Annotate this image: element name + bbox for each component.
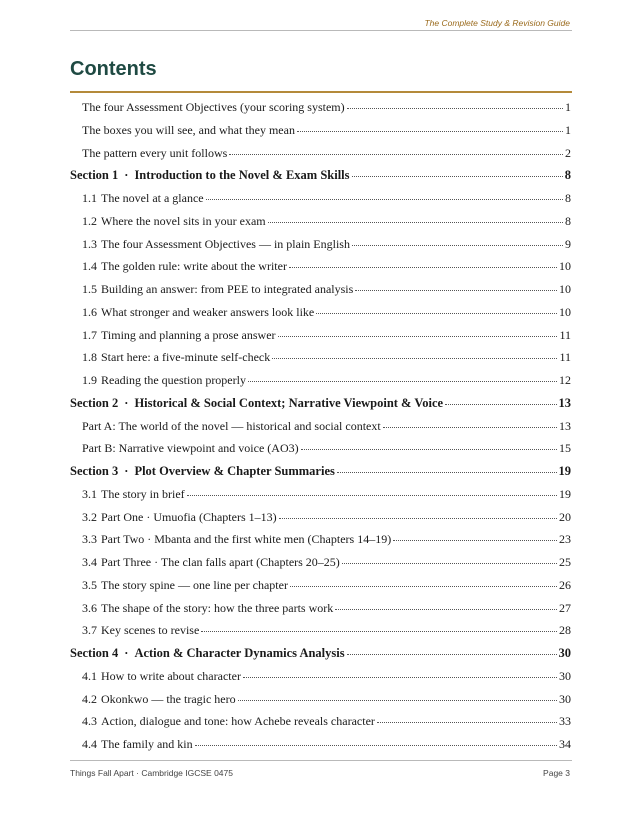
toc-entry-title	[82, 506, 277, 529]
dot-leader	[342, 563, 557, 564]
toc-entry-title	[82, 437, 299, 460]
toc-entry[interactable]	[70, 506, 571, 529]
toc-separator: ·	[124, 646, 129, 660]
toc-section-number: Section 2	[70, 395, 119, 410]
toc-entry-label: Part One · Umuofia (Chapters 1–13)	[101, 509, 277, 524]
toc-entry-label: Plot Overview & Chapter Summaries	[134, 464, 335, 478]
toc-entry-label: Part B: Narrative viewpoint and voice (AO3)	[82, 441, 299, 456]
dot-leader	[206, 199, 563, 200]
toc-page-number: 10	[559, 304, 571, 319]
toc-entry[interactable]	[70, 324, 571, 347]
toc-page-number: 10	[559, 282, 571, 296]
toc-entry-label: The story in brief	[101, 486, 185, 501]
dot-leader	[290, 586, 557, 587]
toc-entry-number: 3.7	[82, 623, 97, 638]
toc-entry[interactable]	[70, 369, 571, 392]
toc-entry-label: The novel at a glance	[101, 191, 204, 205]
table-of-contents	[70, 96, 571, 756]
toc-entry-label: The family and kin	[101, 737, 193, 751]
toc-entry-number: 3.6	[82, 600, 97, 615]
toc-page-number: 2	[565, 145, 571, 160]
toc-entry-title	[82, 369, 246, 392]
toc-entry-label: The four Assessment Objectives (your scoring system)	[82, 100, 345, 114]
toc-entry[interactable]	[70, 597, 571, 620]
toc-entry-title	[82, 278, 353, 301]
toc-page-number: 8	[564, 168, 571, 183]
toc-page-number: 13	[558, 395, 571, 410]
toc-page-number: 8	[565, 191, 571, 205]
toc-page-number: 34	[559, 737, 571, 751]
toc-page-number: 10	[559, 259, 571, 274]
toc-entry-label: Part Three · The clan falls apart (Chapters 20–25)	[101, 555, 340, 569]
page-number: Page 3	[543, 768, 570, 778]
toc-entry-label: Okonkwo — the tragic hero	[101, 691, 236, 706]
toc-entry[interactable]	[70, 187, 571, 210]
dot-leader	[238, 700, 557, 701]
toc-entry[interactable]	[70, 346, 571, 369]
toc-section-number: Section 1	[70, 168, 119, 183]
dot-leader	[377, 722, 557, 723]
dot-leader	[337, 472, 557, 473]
toc-entry-title	[82, 301, 314, 324]
toc-page-number: 20	[559, 509, 571, 524]
dot-leader	[289, 267, 557, 268]
dot-leader	[268, 222, 563, 223]
dot-leader	[201, 631, 557, 632]
toc-entry-title	[82, 665, 241, 688]
toc-entry[interactable]	[70, 551, 571, 574]
toc-page-number: 1	[565, 100, 571, 114]
dot-leader	[445, 404, 556, 405]
toc-entry-label: The golden rule: write about the writer	[101, 259, 287, 274]
toc-entry-number: 1.5	[82, 282, 97, 296]
toc-entry-number: 1.9	[82, 373, 97, 387]
dot-leader	[352, 245, 563, 246]
toc-entry-title	[82, 688, 236, 711]
dot-leader	[297, 131, 563, 132]
running-head: The Complete Study & Revision Guide	[424, 18, 570, 28]
dot-leader	[352, 176, 563, 177]
toc-page-number: 11	[559, 327, 571, 342]
toc-entry[interactable]	[70, 688, 571, 711]
toc-section-number: Section 3	[70, 464, 119, 478]
toc-entry-label: Reading the question properly	[101, 373, 246, 387]
toc-page-number: 27	[559, 600, 571, 615]
dot-leader	[383, 427, 557, 428]
footer-rule	[70, 760, 572, 761]
toc-entry-number: 1.4	[82, 259, 97, 274]
toc-page-number: 13	[559, 418, 571, 433]
toc-entry-label: Part A: The world of the novel — historical and social context	[82, 418, 381, 433]
toc-entry-label: Where the novel sits in your exam	[101, 213, 266, 228]
toc-entry-title	[82, 619, 199, 642]
toc-entry-label: The boxes you will see, and what they mean	[82, 122, 295, 137]
toc-entry-title	[82, 574, 288, 597]
toc-section-entry[interactable]	[70, 392, 571, 415]
toc-entry-number: 1.6	[82, 304, 97, 319]
page-title: Contents	[70, 58, 157, 80]
toc-entry[interactable]	[70, 119, 571, 142]
dot-leader	[393, 540, 557, 541]
title-rule	[70, 91, 572, 93]
toc-page-number: 19	[558, 464, 571, 478]
toc-entry-title	[82, 142, 227, 165]
toc-entry-number: 1.8	[82, 350, 97, 365]
dot-leader	[229, 154, 563, 155]
toc-entry-label: Building an answer: from PEE to integrated analysis	[101, 282, 354, 296]
toc-page-number: 11	[559, 350, 571, 365]
toc-entry-number: 4.1	[82, 668, 97, 683]
toc-page-number: 33	[559, 714, 571, 729]
toc-page-number: 19	[559, 486, 571, 501]
toc-entry-number: 4.4	[82, 737, 97, 751]
toc-entry[interactable]	[70, 710, 571, 733]
toc-entry[interactable]	[70, 619, 571, 642]
toc-entry-number: 4.3	[82, 714, 97, 729]
toc-entry-number: 3.4	[82, 555, 97, 569]
toc-entry[interactable]	[70, 574, 571, 597]
toc-entry-label: Introduction to the Novel & Exam Skills	[134, 168, 350, 183]
toc-section-entry[interactable]	[70, 460, 571, 483]
toc-entry-title	[70, 164, 350, 187]
toc-entry[interactable]	[70, 437, 571, 460]
toc-entry-title	[82, 324, 276, 347]
toc-page-number: 30	[558, 646, 571, 660]
toc-entry-title	[82, 233, 350, 256]
toc-page-number: 25	[559, 555, 571, 569]
toc-page-number: 30	[559, 691, 571, 706]
toc-entry-label: Historical & Social Context; Narrative Viewpoint & Voice	[134, 395, 444, 410]
toc-page-number: 12	[559, 373, 571, 387]
toc-entry[interactable]	[70, 665, 571, 688]
toc-entry[interactable]	[70, 96, 571, 119]
toc-entry-title	[82, 733, 193, 756]
toc-entry-label: What stronger and weaker answers look like	[101, 304, 315, 319]
toc-entry-title	[70, 392, 443, 415]
toc-entry-number: 3.5	[82, 577, 97, 592]
dot-leader	[301, 449, 557, 450]
toc-entry[interactable]	[70, 255, 571, 278]
toc-entry-title	[82, 255, 287, 278]
toc-entry-number: 1.3	[82, 236, 97, 251]
dot-leader	[243, 677, 557, 678]
toc-entry-label: Timing and planning a prose answer	[101, 327, 276, 342]
toc-entry-label: Start here: a five-minute self-check	[101, 350, 271, 365]
toc-entry-label: Key scenes to revise	[101, 623, 200, 638]
toc-entry[interactable]	[70, 301, 571, 324]
dot-leader	[335, 609, 557, 610]
toc-entry-label: The four Assessment Objectives — in plain English	[101, 236, 350, 251]
toc-page-number: 23	[559, 532, 571, 547]
toc-entry-number: 1.1	[82, 191, 97, 205]
dot-leader	[278, 336, 558, 337]
toc-section-entry[interactable]	[70, 164, 571, 187]
toc-entry[interactable]	[70, 415, 571, 438]
toc-entry-title	[82, 415, 381, 438]
toc-entry-label: The story spine — one line per chapter	[101, 577, 288, 592]
dot-leader	[347, 108, 563, 109]
toc-page-number: 9	[565, 236, 571, 251]
toc-entry[interactable]	[70, 278, 571, 301]
dot-leader	[316, 313, 557, 314]
toc-page-number: 1	[565, 122, 571, 137]
toc-entry-title	[70, 460, 335, 483]
dot-leader	[248, 381, 557, 382]
dot-leader	[279, 518, 557, 519]
toc-entry-number: 3.2	[82, 509, 97, 524]
toc-page-number: 15	[559, 441, 571, 456]
toc-entry-number: 1.7	[82, 327, 97, 342]
toc-entry-label: Action, dialogue and tone: how Achebe reveals character	[101, 714, 375, 729]
toc-entry-title	[82, 597, 333, 620]
toc-section-entry[interactable]	[70, 642, 571, 665]
toc-entry[interactable]	[70, 210, 571, 233]
toc-entry-title	[82, 528, 391, 551]
toc-separator: ·	[124, 168, 129, 183]
toc-entry-number: 1.2	[82, 213, 97, 228]
toc-entry-number: 3.3	[82, 532, 97, 547]
toc-page-number: 26	[559, 577, 571, 592]
toc-entry[interactable]	[70, 528, 571, 551]
toc-entry-label: Action & Character Dynamics Analysis	[134, 646, 345, 660]
toc-entry-label: Part Two · Mbanta and the first white men (Chapters 14–19)	[101, 532, 392, 547]
toc-entry[interactable]	[70, 142, 571, 165]
toc-entry-number: 4.2	[82, 691, 97, 706]
toc-entry-title	[82, 710, 375, 733]
dot-leader	[195, 745, 557, 746]
toc-page-number: 28	[559, 623, 571, 638]
header-rule	[70, 30, 572, 31]
toc-entry-title	[82, 210, 266, 233]
toc-entry-title	[82, 119, 295, 142]
dot-leader	[187, 495, 557, 496]
dot-leader	[347, 654, 557, 655]
toc-entry-label: The pattern every unit follows	[82, 145, 228, 160]
toc-entry-title	[82, 551, 340, 574]
footer-title: Things Fall Apart · Cambridge IGCSE 0475	[70, 768, 233, 778]
toc-separator: ·	[124, 395, 129, 410]
dot-leader	[272, 358, 557, 359]
toc-entry[interactable]	[70, 233, 571, 256]
toc-entry-label: The shape of the story: how the three parts work	[101, 600, 334, 615]
toc-entry-number: 3.1	[82, 486, 97, 501]
toc-page-number: 30	[559, 668, 571, 683]
toc-entry-title	[82, 483, 185, 506]
toc-entry-title	[82, 346, 270, 369]
toc-entry[interactable]	[70, 733, 571, 756]
toc-separator: ·	[124, 464, 129, 478]
toc-entry-title	[70, 642, 345, 665]
toc-entry-title	[82, 96, 345, 119]
toc-page-number: 8	[565, 213, 571, 228]
toc-entry[interactable]	[70, 483, 571, 506]
dot-leader	[355, 290, 557, 291]
toc-entry-label: How to write about character	[101, 668, 241, 683]
toc-section-number: Section 4	[70, 646, 119, 660]
toc-entry-title	[82, 187, 204, 210]
